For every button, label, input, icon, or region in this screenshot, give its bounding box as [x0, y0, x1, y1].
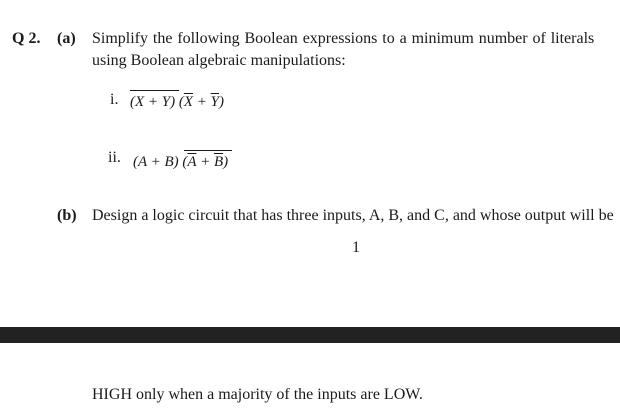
item-ii-group2 [182, 154, 228, 170]
item-ii-complement-bar [184, 150, 232, 151]
item-i-group2-open: ( [178, 94, 184, 110]
part-b-label: (b) [57, 207, 77, 224]
item-ii-operator: + [196, 154, 214, 170]
item-i-operator: + [193, 94, 211, 110]
item-i-var-x-bar: $\overline{X}$ [183, 94, 194, 110]
page-break-divider [0, 327, 620, 343]
item-i-var-y-bar: $\overline{Y}$ [210, 94, 220, 110]
question-number: Q 2. [12, 30, 41, 47]
item-ii-group1: (A + B) [133, 154, 179, 170]
part-a-instruction-line2: using Boolean algebraic manipulations: [92, 52, 346, 69]
item-ii-group2-close: ) [223, 154, 229, 170]
item-i-group1: (X + Y) [130, 94, 176, 110]
item-i-group2-close: ) [219, 94, 225, 110]
item-i-numeral: i. [110, 91, 119, 108]
page-number: 1 [352, 239, 360, 256]
item-ii-var-a-bar: $\overline{A}$ [187, 154, 197, 170]
part-b-instruction-line1: Design a logic circuit that has three inputs, A, B, and C, and whose output will be [92, 207, 614, 224]
part-a-instruction-line1: Simplify the following Boolean expressions to a minimum number of literals [92, 30, 595, 47]
item-i-complement-bar [130, 90, 179, 91]
item-ii-expression [133, 153, 228, 171]
item-ii-var-b-bar: $\overline{B}$ [213, 154, 224, 170]
item-i-expression [130, 93, 224, 111]
item-ii-group2-open: ( [182, 154, 188, 170]
part-a-label: (a) [57, 30, 76, 47]
item-ii-numeral: ii. [108, 149, 121, 166]
part-b-instruction-line2: HIGH only when a majority of the inputs are LOW. [92, 386, 423, 403]
item-i-group2 [179, 94, 224, 110]
